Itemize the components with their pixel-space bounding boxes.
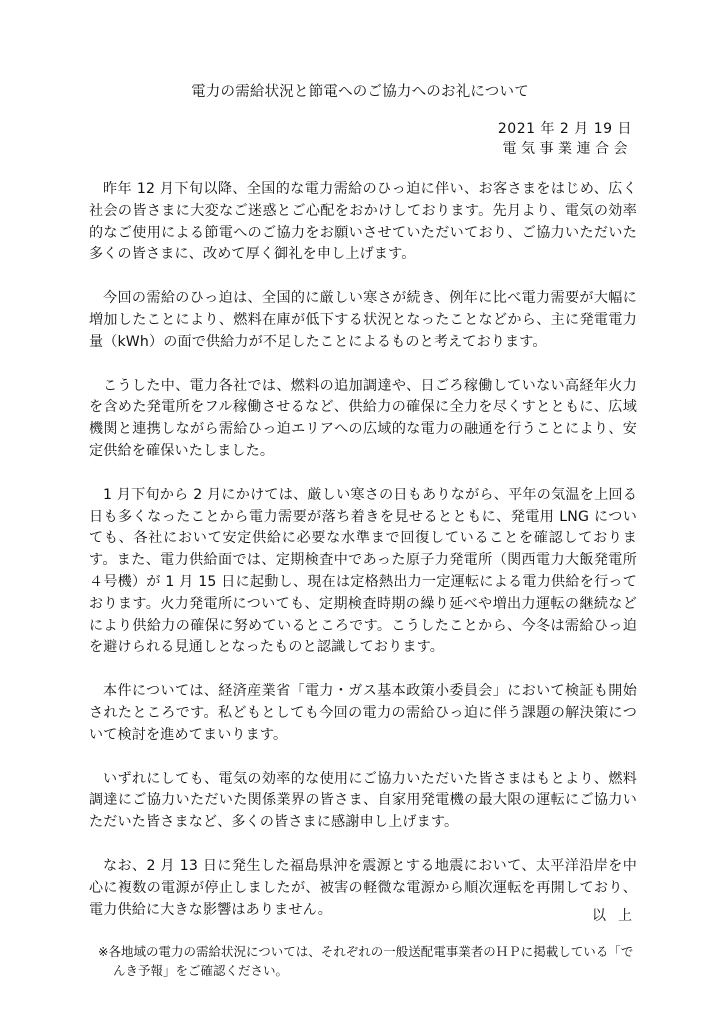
document-title: 電力の需給状況と節電へのご協力へのお礼について xyxy=(191,84,529,100)
footnote: ※各地域の電力の需給状況については、それぞれの一般送配電事業者のＨＰに掲載している「でんき予報」をご確認ください。 xyxy=(98,944,634,978)
document-body xyxy=(89,179,637,980)
paragraph-2: 今回の需給のひっ迫は、全国的に厳しい寒さが続き、例年に比べ電力需要が大幅に増加したことにより、燃料在庫が低下する状況となったことなどから、主に発電電力量（kWh）の面で供給力が不足したことによるものと考えております。 xyxy=(89,290,637,350)
paragraph-1: 昨年 12 月下旬以降、全国的な電力需給のひっ迫に伴い、お客さまをはじめ、広く社会の皆さまに大変なご迷惑とご心配をおかけしております。先月より、電気の効率的なご使用による節電へのご協力をお願いさせていただいており、ご協力いただいた多くの皆さまに、改めて厚く御礼を申し上げます。 xyxy=(89,181,637,263)
document-date: 2021 年 2 月 19 日 xyxy=(497,121,632,137)
paragraph-6: いずれにしても、電気の効率的な使用にご協力いただいた皆さまはもとより、燃料調達にご協力いただいた関係業界の皆さま、自家用発電機の最大限の運転にご協力いただいた皆さまなど、多くの皆さまに感謝申し上げます。 xyxy=(89,770,637,831)
paragraph-4: 1 月下旬から 2 月にかけては、厳しい寒さの日もありながら、平年の気温を上回る日も多くなったことから電力需要が落ち着きを見せるとともに、発電用 LNG についても、各社において安定供給に必要な水準まで回復していることを確認しております。また、電力供給面では、定期検査中であった原子力発電所（関西電力大飯発電所４号機）が 1 月 15 日に起動し、現在は定格熱出力一定運転による電力供給を行っております。火力発電所についても、定期検査時期の繰り延べや増出力運転の継続などにより供給力の確保に努めているところです。こうしたことから、今冬は需給ひっ迫を避けられる見通しとなったものと認識しております。 xyxy=(89,486,637,656)
paragraph-7: なお、2 月 13 日に発生した福島県沖を震源とする地震において、太平洋沿岸を中心に複数の電源が停止しましたが、被害の軽微な電源から順次運転を再開しており、電力供給に大きな影響はありません。 xyxy=(89,857,637,918)
closing-mark: 以上 xyxy=(592,908,644,924)
paragraph-3: こうした中、電力各社では、燃料の追加調達や、日ごろ稼働していない高経年火力を含めた発電所をフル稼働させるなど、供給力の確保に全力を尽くすとともに、広域機関と連携しながら需給ひっ迫エリアへの広域的な電力の融通を行うことにより、安定供給を確保いたしました。 xyxy=(89,377,637,459)
paragraph-5: 本件については、経済産業省「電力・ガス基本政策小委員会」において検証も開始されたところです。私どもとしても今回の電力の需給ひっ迫に伴う課題の解決策について検討を進めてまいります。 xyxy=(89,683,637,743)
issuing-organization: 電気事業連合会 xyxy=(502,141,632,157)
